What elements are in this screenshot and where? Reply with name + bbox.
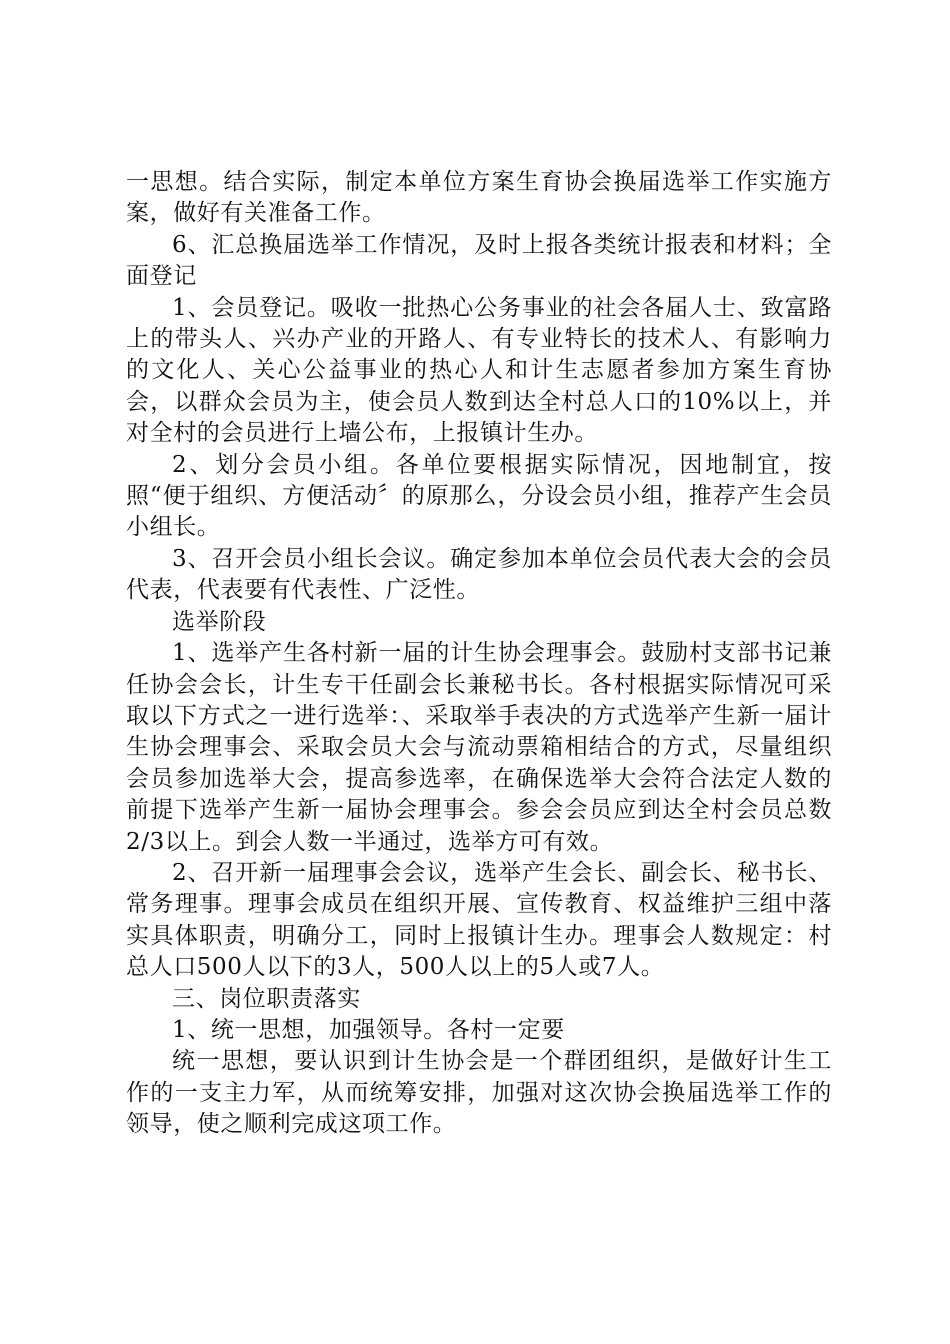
paragraph: 1、会员登记。吸收一批热心公务事业的社会各届人士、致富路上的带头人、兴办产业的开路人、有专业特长的技术人、有影响力的文化人、关心公益事业的热心人和计生志愿者参加方案生育协会，以群众会员为主，使会员人数到达全村总人口的10%以上，并对全村的会员进行上墙公布，上报镇计生办。 — [126, 294, 832, 447]
paragraph: 一思想。结合实际，制定本单位方案生育协会换届选举工作实施方案，做好有关准备工作。 — [126, 169, 832, 227]
paragraph: 2、召开新一届理事会会议，选举产生会长、副会长、秘书长、常务理事。理事会成员在组织开展、宣传教育、权益维护三组中落实具体职责，明确分工，同时上报镇计生办。理事会人数规定：村总人口500人以下的3人，500人以上的5人或7人。 — [126, 859, 832, 981]
paragraph: 2、划分会员小组。各单位要根据实际情况，因地制宜，按照“便于组织、方便活动〞的原那么，分设会员小组，推荐产生会员小组长。 — [126, 451, 832, 541]
section-heading: 三、岗位职责落实 — [172, 985, 361, 1012]
paragraph: 1、选举产生各村新一届的计生协会理事会。鼓励村支部书记兼任协会会长，计生专干任副会长兼秘书长。各村根据实际情况可采取以下方式之一进行选举：、采取举手表决的方式选举产生新一届计生协会理事会、采取会员大会与流动票箱相结合的方式，尽量组织会员参加选举大会，提高参选率，在确保选举大会符合法定人数的前提下选举产生新一届协会理事会。参会会员应到达全村会员总数2/3以上。到会人数一半通过，选举方可有效。 — [126, 640, 832, 855]
paragraph: 6、汇总换届选举工作情况，及时上报各类统计报表和材料；全面登记 — [126, 231, 832, 290]
document-body — [126, 167, 832, 1141]
paragraph: 1、统一思想，加强领导。各村一定要 — [172, 1016, 565, 1043]
paragraph: 3、召开会员小组长会议。确定参加本单位会员代表大会的会员代表，代表要有代表性、广泛性。 — [126, 545, 832, 604]
paragraph: 统一思想，要认识到计生协会是一个群团组织，是做好计生工作的一支主力军，从而统筹安排，加强对这次协会换届选举工作的领导，使之顺利完成这项工作。 — [126, 1048, 832, 1138]
section-heading: 选举阶段 — [172, 608, 267, 635]
